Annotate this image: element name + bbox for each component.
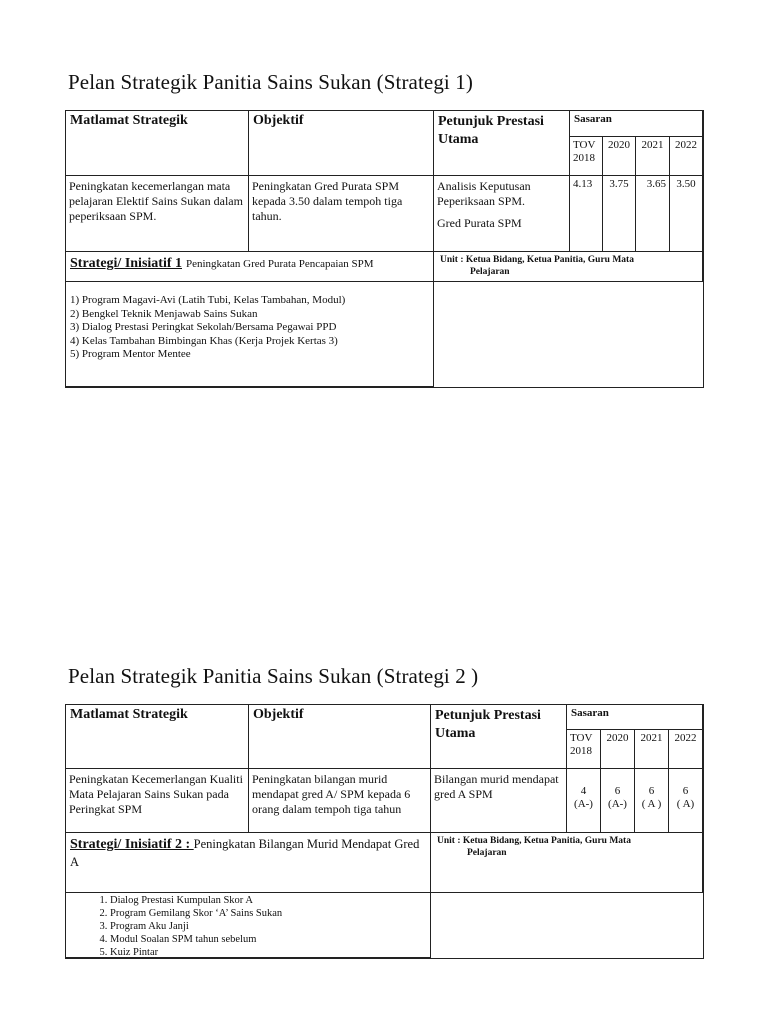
programs-2-list — [66, 894, 430, 958]
strategy-2-colon: : — [182, 837, 194, 852]
target-number: 6 — [648, 785, 655, 797]
strategy-1-text: Peningkatan Gred Purata Pencapaian SPM — [186, 258, 374, 270]
header-matlamat: Matlamat Strategik — [66, 705, 249, 769]
target-2021: 3.65 — [636, 176, 670, 252]
header-sasaran: Sasaran — [570, 111, 703, 137]
programs-2-empty — [431, 893, 703, 958]
target-2020 — [601, 769, 635, 833]
program-item: 2) Bengkel Teknik Menjawab Sains Sukan — [70, 307, 258, 320]
matlamat-text: Peningkatan Kecemerlangan Kualiti Mata Pelajaran Sains Sukan pada Peringkat SPM — [66, 769, 249, 833]
target-grade: (A-) — [574, 798, 593, 810]
section-2-title: Pelan Strategik Panitia Sains Sukan (Strategi 2 ) — [68, 664, 479, 688]
strategy-2-text: Peningkatan Bilangan Murid Mendapat Gred A — [70, 837, 420, 869]
section-1-title: Pelan Strategik Panitia Sains Sukan (Strategi 1) — [68, 70, 473, 94]
unit-1-cell — [434, 252, 703, 282]
target-2021 — [635, 769, 669, 833]
unit-1-label: Unit : Ketua Bidang, Ketua Panitia, Guru Mata — [440, 255, 634, 265]
strategy-1-table — [65, 110, 704, 388]
target-number: 6 — [614, 785, 621, 797]
year-2022: 2022 — [670, 137, 703, 176]
program-item: 1) Program Magavi-Avi (Latih Tubi, Kelas Tambahan, Modul) — [70, 294, 346, 306]
target-2022 — [669, 769, 703, 833]
year-2021: 2021 — [636, 137, 670, 176]
year-2020: 2020 — [603, 137, 636, 176]
program-item: 3) Dialog Prestasi Peringkat Sekolah/Bersama Pegawai PPD — [70, 321, 337, 333]
strategy-2-label: Strategi/ Inisiatif 2 — [70, 837, 182, 852]
petunjuk-text: Bilangan murid mendapat gred A SPM — [431, 769, 567, 833]
target-number: 6 — [682, 785, 689, 797]
program-item: 1. Dialog Prestasi Kumpulan Skor A — [110, 894, 430, 907]
header-sasaran: Sasaran — [567, 705, 703, 730]
unit-2-cell — [431, 833, 703, 893]
header-petunjuk: Petunjuk Prestasi Utama — [434, 111, 570, 176]
programs-1-empty — [434, 282, 703, 387]
target-2020: 3.75 — [603, 176, 636, 252]
program-item: 5) Program Mentor Mentee — [70, 348, 191, 360]
program-item: 5. Kuiz Pintar — [110, 946, 430, 958]
petunjuk-cell — [434, 176, 570, 252]
programs-2-cell — [66, 893, 431, 958]
program-item: 4) Kelas Tambahan Bimbingan Khas (Kerja Projek Kertas 3) — [70, 334, 338, 347]
year-2020: 2020 — [601, 730, 635, 769]
strategy-1-label: Strategi/ Inisiatif 1 — [70, 256, 182, 271]
objektif-text: Peningkatan Gred Purata SPM kepada 3.50 dalam tempoh tiga tahun. — [249, 176, 434, 252]
year-tov: TOV 2018 — [570, 137, 603, 176]
year-2022: 2022 — [669, 730, 703, 769]
strategy-2-cell — [66, 833, 431, 893]
program-item: 2. Program Gemilang Skor ‘A’ Sains Sukan — [110, 907, 430, 920]
unit-2-label: Unit : Ketua Bidang, Ketua Panitia, Guru Mata — [437, 836, 631, 846]
header-matlamat: Matlamat Strategik — [66, 111, 249, 176]
target-grade: ( A ) — [641, 798, 662, 810]
year-tov: TOV 2018 — [567, 730, 601, 769]
matlamat-text: Peningkatan kecemerlangan mata pelajaran Elektif Sains Sukan dalam peperiksaan SPM. — [66, 176, 249, 252]
unit-1-cont: Pelajaran — [470, 267, 510, 277]
target-number: 4 — [580, 785, 587, 797]
unit-2-cont: Pelajaran — [467, 848, 507, 858]
target-grade: (A-) — [608, 798, 627, 810]
target-tov — [567, 769, 601, 833]
objektif-text: Peningkatan bilangan murid mendapat gred A/ SPM kepada 6 orang dalam tempoh tiga tahun — [249, 769, 431, 833]
target-tov: 4.13 — [570, 176, 603, 252]
year-2021: 2021 — [635, 730, 669, 769]
header-objektif: Objektif — [249, 111, 434, 176]
program-item: 4. Modul Soalan SPM tahun sebelum — [110, 933, 430, 946]
programs-1-cell — [66, 282, 434, 387]
program-item: 3. Program Aku Janji — [110, 920, 430, 933]
strategy-2-table — [65, 704, 704, 959]
header-objektif: Objektif — [249, 705, 431, 769]
petunjuk-text-1: Analisis Keputusan Peperiksaan SPM. — [437, 179, 531, 208]
header-petunjuk: Petunjuk Prestasi Utama — [431, 705, 567, 769]
target-2022: 3.50 — [670, 176, 703, 252]
strategy-1-cell — [66, 252, 434, 282]
petunjuk-text-2: Gred Purata SPM — [437, 216, 522, 230]
target-grade: ( A) — [676, 798, 695, 810]
